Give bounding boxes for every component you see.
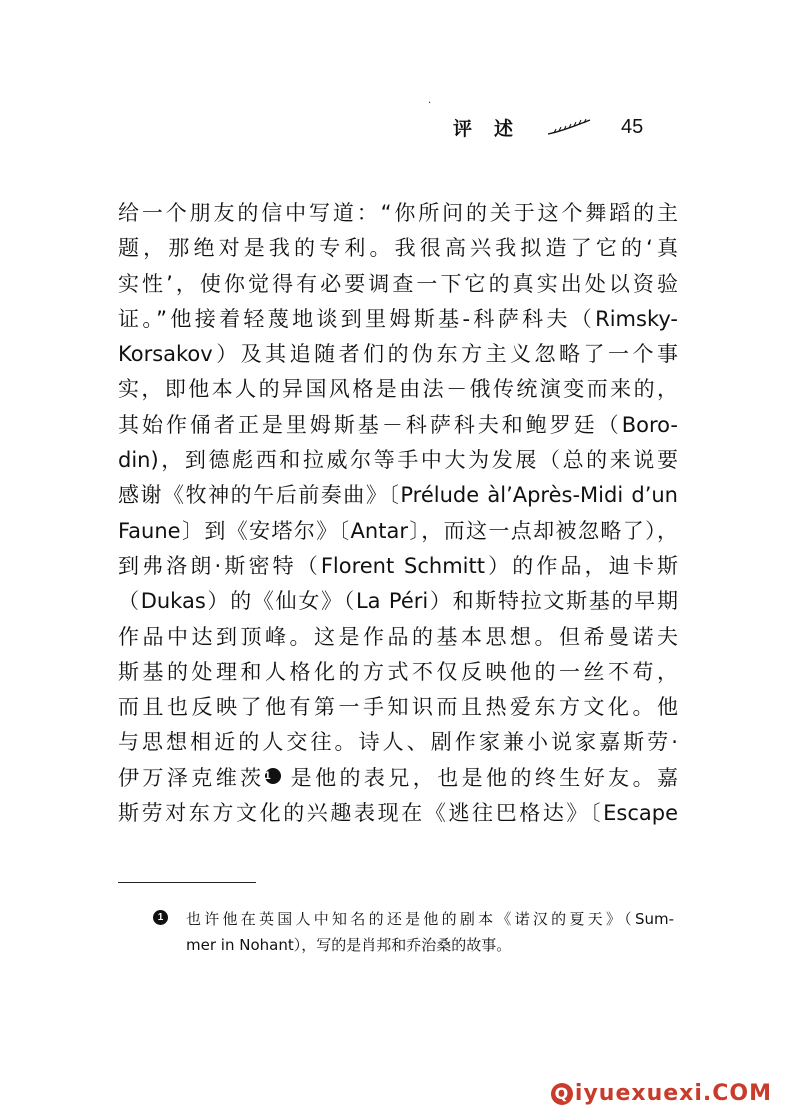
footnote-line-1: 也许他在英国人中知名的还是他的剧本《诺汉的夏天》（Sum- xyxy=(186,910,674,928)
text-line-17-start: 伊万泽克维茨 xyxy=(118,765,265,790)
watermark-logo-icon: Q xyxy=(551,1083,573,1105)
text-line-2: 题，那绝对是我的专利。我很高兴我拟造了它的‘真 xyxy=(118,236,678,261)
text-line-7: 其始作俑者正是里姆斯基－科萨科夫和鲍罗廷（Boro- xyxy=(118,412,678,437)
footnote-line-2: mer in Nohant），写的是肖邦和乔治桑的故事。 xyxy=(186,936,512,954)
text-line-14: 斯基的处理和人格化的方式不仅反映他的一丝不苟， xyxy=(118,659,678,684)
page-number: 45 xyxy=(621,116,644,138)
text-line-16: 与思想相近的人交往。诗人、剧作家兼小说家嘉斯劳· xyxy=(118,730,678,755)
section-title: 评述 xyxy=(453,118,536,140)
text-line-17 xyxy=(118,761,678,796)
site-watermark xyxy=(551,1081,772,1106)
footnote-divider xyxy=(118,882,256,883)
text-line-1: 给一个朋友的信中写道：“你所问的关于这个舞蹈的主 xyxy=(118,201,678,225)
text-line-12: （Dukas）的《仙女》（La Péri）和斯特拉文斯基的早期 xyxy=(118,589,678,614)
watermark-text: iyuexuexi.COM xyxy=(574,1081,772,1106)
text-line-4: 证。”他接着轻蔑地谈到里姆斯基-科萨科夫（Rimsky- xyxy=(118,306,678,331)
ornament-flourish-icon xyxy=(546,116,594,138)
text-line-11: 到弗洛朗·斯密特（Florent Schmitt）的作品，迪卡斯 xyxy=(118,553,678,578)
main-text xyxy=(118,196,678,831)
text-line-15: 而且也反映了他有第一手知识而且热爱东方文化。他 xyxy=(118,695,678,720)
text-line-10: Faune〕到《安塔尔》〔Antar〕，而这一点却被忽略了）， xyxy=(118,518,678,543)
text-line-8: din)，到德彪西和拉威尔等手中大为发展（总的来说要 xyxy=(118,448,678,473)
text-line-3: 实性’，使你觉得有必要调查一下它的真实出处以资验 xyxy=(118,271,678,296)
running-header xyxy=(0,98,794,148)
text-line-5: Korsakov）及其追随者们的伪东方主义忽略了一个事 xyxy=(118,342,678,367)
footnote-reference[interactable]: 1 xyxy=(265,768,281,784)
text-line-9: 感谢《牧神的午后前奏曲》〔Prélude àl’Après-Midi d’un xyxy=(118,483,678,508)
text-line-17-end: 是他的表兄，也是他的终生好友。嘉 xyxy=(290,765,679,790)
header-dot: · xyxy=(428,98,432,109)
text-line-6: 实，即他本人的异国风格是由法－俄传统演变而来的， xyxy=(118,377,678,402)
text-line-18: 斯劳对东方文化的兴趣表现在《逃往巴格达》〔Escape xyxy=(118,801,678,826)
footnote-text xyxy=(186,906,674,958)
footnote xyxy=(156,906,676,958)
text-line-13: 作品中达到顶峰。这是作品的基本思想。但希曼诺夫 xyxy=(118,624,678,649)
footnote-marker: 1 xyxy=(153,910,168,925)
